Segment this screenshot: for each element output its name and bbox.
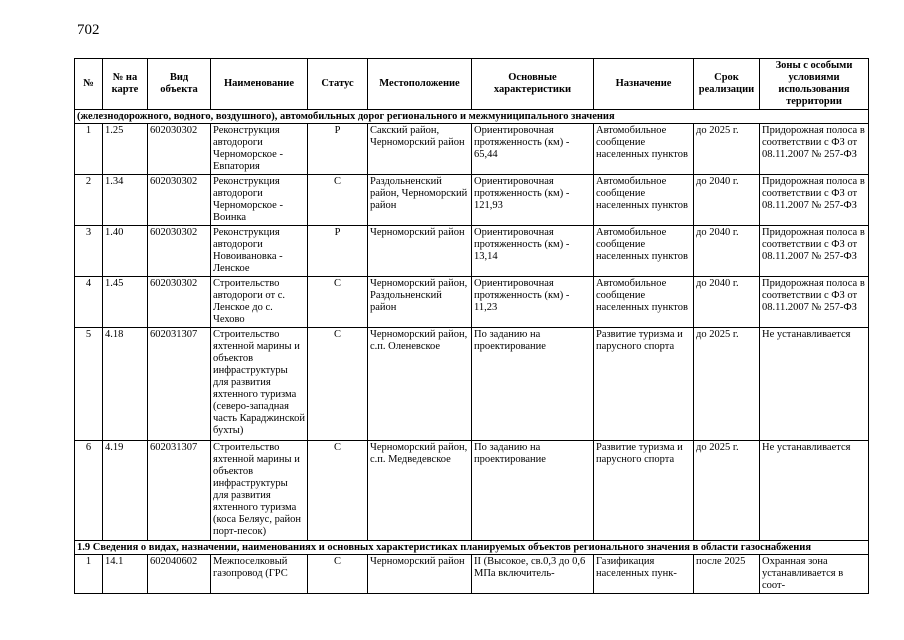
cell-characteristics: По заданию на проектирование — [472, 441, 594, 541]
header-characteristics: Основные характеристики — [472, 59, 594, 110]
cell-characteristics: II (Высокое, св.0,3 до 0,6 МПа включитель- — [472, 555, 594, 594]
planned-objects-table — [74, 58, 869, 594]
cell-object-type: 602040602 — [148, 555, 211, 594]
cell-purpose: Автомобильное сообщение населенных пунктов — [594, 226, 694, 277]
cell-zones: Охранная зона устанавливается в соот- — [760, 555, 869, 594]
cell-characteristics: Ориентировочная протяженность (км) - 13,14 — [472, 226, 594, 277]
cell-name: Строительство яхтенной марины и объектов инфраструктуры для развития яхтенного туризма (северо-западная часть Караджинской бухты) — [211, 328, 308, 441]
cell-zones: Придорожная полоса в соответствии с ФЗ от 08.11.2007 № 257-ФЗ — [760, 277, 869, 328]
cell-characteristics: Ориентировочная протяженность (км) - 11,23 — [472, 277, 594, 328]
cell-name: Строительство автодороги от с. Ленское до с. Чехово — [211, 277, 308, 328]
cell-num: 2 — [75, 175, 103, 226]
header-map-num: № на карте — [103, 59, 148, 110]
cell-map-num: 14.1 — [103, 555, 148, 594]
header-status: Статус — [308, 59, 368, 110]
table-row — [75, 226, 869, 277]
cell-object-type: 602031307 — [148, 441, 211, 541]
cell-location: Черноморский район — [368, 555, 472, 594]
cell-num: 5 — [75, 328, 103, 441]
cell-zones: Придорожная полоса в соответствии с ФЗ от 08.11.2007 № 257-ФЗ — [760, 226, 869, 277]
page-number: 702 — [77, 22, 100, 38]
cell-location: Черноморский район, с.п. Медведевское — [368, 441, 472, 541]
cell-num: 1 — [75, 555, 103, 594]
cell-name: Межпоселковый газопровод (ГРС — [211, 555, 308, 594]
header-zones: Зоны с особыми условиями использования территории — [760, 59, 869, 110]
cell-map-num: 1.25 — [103, 124, 148, 175]
cell-map-num: 1.45 — [103, 277, 148, 328]
section-title-gas: 1.9 Сведения о видах, назначении, наименованиях и основных характеристиках планируемых объектов регионального значения в области газоснабжения — [75, 541, 869, 555]
header-name: Наименование — [211, 59, 308, 110]
cell-term: после 2025 — [694, 555, 760, 594]
cell-name: Строительство яхтенной марины и объектов инфраструктуры для развития яхтенного туризма (коса Беляус, район порт-песок) — [211, 441, 308, 541]
cell-purpose: Автомобильное сообщение населенных пунктов — [594, 175, 694, 226]
cell-map-num: 1.40 — [103, 226, 148, 277]
cell-characteristics: Ориентировочная протяженность (км) - 121,93 — [472, 175, 594, 226]
cell-num: 6 — [75, 441, 103, 541]
cell-map-num: 4.19 — [103, 441, 148, 541]
cell-object-type: 602031307 — [148, 328, 211, 441]
section-row — [75, 110, 869, 124]
cell-status: Р — [308, 226, 368, 277]
cell-location: Черноморский район, с.п. Оленевское — [368, 328, 472, 441]
table-row — [75, 555, 869, 594]
cell-location: Раздольненский район, Черноморский район — [368, 175, 472, 226]
cell-object-type: 602030302 — [148, 175, 211, 226]
cell-location: Сакский район, Черноморский район — [368, 124, 472, 175]
cell-name: Реконструкция автодороги Новоивановка - Ленское — [211, 226, 308, 277]
cell-status: С — [308, 277, 368, 328]
cell-characteristics: Ориентировочная протяженность (км) - 65,44 — [472, 124, 594, 175]
cell-purpose: Автомобильное сообщение населенных пунктов — [594, 124, 694, 175]
cell-term: до 2025 г. — [694, 328, 760, 441]
cell-term: до 2040 г. — [694, 226, 760, 277]
cell-zones: Придорожная полоса в соответствии с ФЗ от 08.11.2007 № 257-ФЗ — [760, 175, 869, 226]
header-object-type: Вид объекта — [148, 59, 211, 110]
cell-num: 1 — [75, 124, 103, 175]
table-row — [75, 175, 869, 226]
cell-num: 4 — [75, 277, 103, 328]
cell-status: С — [308, 328, 368, 441]
cell-term: до 2040 г. — [694, 175, 760, 226]
cell-map-num: 1.34 — [103, 175, 148, 226]
cell-object-type: 602030302 — [148, 124, 211, 175]
cell-name: Реконструкция автодороги Черноморское - Евпатория — [211, 124, 308, 175]
header-num: № — [75, 59, 103, 110]
cell-num: 3 — [75, 226, 103, 277]
cell-term: до 2025 г. — [694, 124, 760, 175]
cell-status: С — [308, 441, 368, 541]
cell-zones: Не устанавливается — [760, 328, 869, 441]
section-title-roads: (железнодорожного, водного, воздушного), автомобильных дорог регионального и межмуниципального значения — [75, 110, 869, 124]
cell-location: Черноморский район — [368, 226, 472, 277]
cell-object-type: 602030302 — [148, 277, 211, 328]
cell-status: С — [308, 175, 368, 226]
cell-purpose: Развитие туризма и парусного спорта — [594, 328, 694, 441]
cell-term: до 2040 г. — [694, 277, 760, 328]
cell-status: С — [308, 555, 368, 594]
table-row — [75, 124, 869, 175]
cell-object-type: 602030302 — [148, 226, 211, 277]
cell-purpose: Развитие туризма и парусного спорта — [594, 441, 694, 541]
header-purpose: Назначение — [594, 59, 694, 110]
cell-characteristics: По заданию на проектирование — [472, 328, 594, 441]
table-row — [75, 277, 869, 328]
table-row — [75, 328, 869, 441]
cell-term: до 2025 г. — [694, 441, 760, 541]
cell-purpose: Газификация населенных пунк- — [594, 555, 694, 594]
cell-zones: Не устанавливается — [760, 441, 869, 541]
header-term: Срок реализации — [694, 59, 760, 110]
cell-map-num: 4.18 — [103, 328, 148, 441]
cell-location: Черноморский район, Раздольненский район — [368, 277, 472, 328]
header-location: Местоположение — [368, 59, 472, 110]
cell-status: Р — [308, 124, 368, 175]
section-row — [75, 541, 869, 555]
table-row — [75, 441, 869, 541]
cell-zones: Придорожная полоса в соответствии с ФЗ от 08.11.2007 № 257-ФЗ — [760, 124, 869, 175]
table-header-row — [75, 59, 869, 110]
cell-name: Реконструкция автодороги Черноморское - Воинка — [211, 175, 308, 226]
cell-purpose: Автомобильное сообщение населенных пунктов — [594, 277, 694, 328]
